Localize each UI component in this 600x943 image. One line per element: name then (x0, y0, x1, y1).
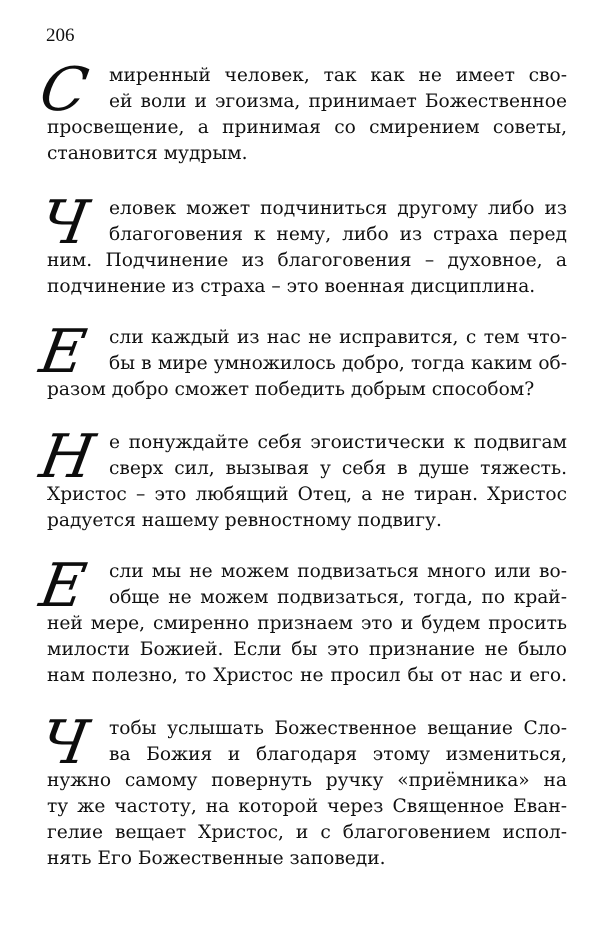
paragraph-4 (34, 422, 567, 534)
text-line: обще не можем подвизаться, тогда, по край- (109, 587, 567, 608)
text-line: радуется нашему ревностному подвигу. (47, 510, 442, 531)
text-line: сли каждый из нас не исправится, с тем что- (109, 327, 567, 348)
text-line: бы в мире умножилось добро, тогда каким об- (109, 353, 567, 374)
text-line: просвещение, а принимая со смирением советы, (47, 117, 567, 138)
text-line: милости Божией. Если бы это признание не было (47, 639, 567, 660)
text-line: ва Божия и благодаря этому измениться, (109, 744, 567, 765)
text-line: нам полезно, то Христос не просил бы от нас и его. (47, 665, 567, 686)
paragraph-3 (34, 317, 567, 403)
paragraph-6 (34, 708, 567, 872)
text-line: становится мудрым. (47, 143, 248, 164)
paragraph-2 (34, 188, 567, 300)
paragraph-1 (34, 55, 567, 167)
text-line: сли мы не можем подвизаться много или во- (109, 561, 567, 582)
text-line: ту же частоту, на которой через Священное Еван- (47, 796, 567, 817)
text-line: е понуждайте себя эгоистически к подвигам (109, 432, 567, 453)
text-line: нужно самому повернуть ручку «приёмника» на (47, 770, 567, 791)
text-line: ней мере, смиренно признаем это и будем просить (47, 613, 567, 634)
drop-cap: Ч (34, 708, 94, 778)
text-line: подчинение из страха – это военная дисциплина. (47, 276, 536, 297)
text-line: тобы услышать Божественное вещание Сло- (109, 718, 567, 739)
text-line: нять Его Божественные заповеди. (47, 848, 386, 869)
text-line: ей воли и эгоизма, принимает Божественное (109, 91, 567, 112)
drop-cap: Е (34, 551, 91, 621)
text-line: ним. Подчинение из благоговения – духовное, а (47, 250, 567, 271)
drop-cap: С (34, 55, 94, 125)
page-number: 206 (46, 25, 75, 46)
text-line: еловек может подчиниться другому либо из (109, 198, 567, 219)
text-line: благоговения к нему, либо из страха перед (109, 224, 567, 245)
paragraph-5 (34, 551, 567, 689)
drop-cap: Е (34, 317, 91, 387)
drop-cap: Н (34, 422, 100, 492)
drop-cap: Ч (34, 188, 94, 258)
text-line: разом добро сможет победить добрым способом? (47, 379, 535, 400)
text-line: гелие вещает Христос, и с благоговением испол- (47, 822, 567, 843)
text-line: миренный человек, так как не имеет сво- (109, 65, 567, 86)
text-line: Христос – это любящий Отец, а не тиран. Христос (47, 484, 567, 505)
text-line: сверх сил, вызывая у себя в душе тяжесть. (109, 458, 567, 479)
